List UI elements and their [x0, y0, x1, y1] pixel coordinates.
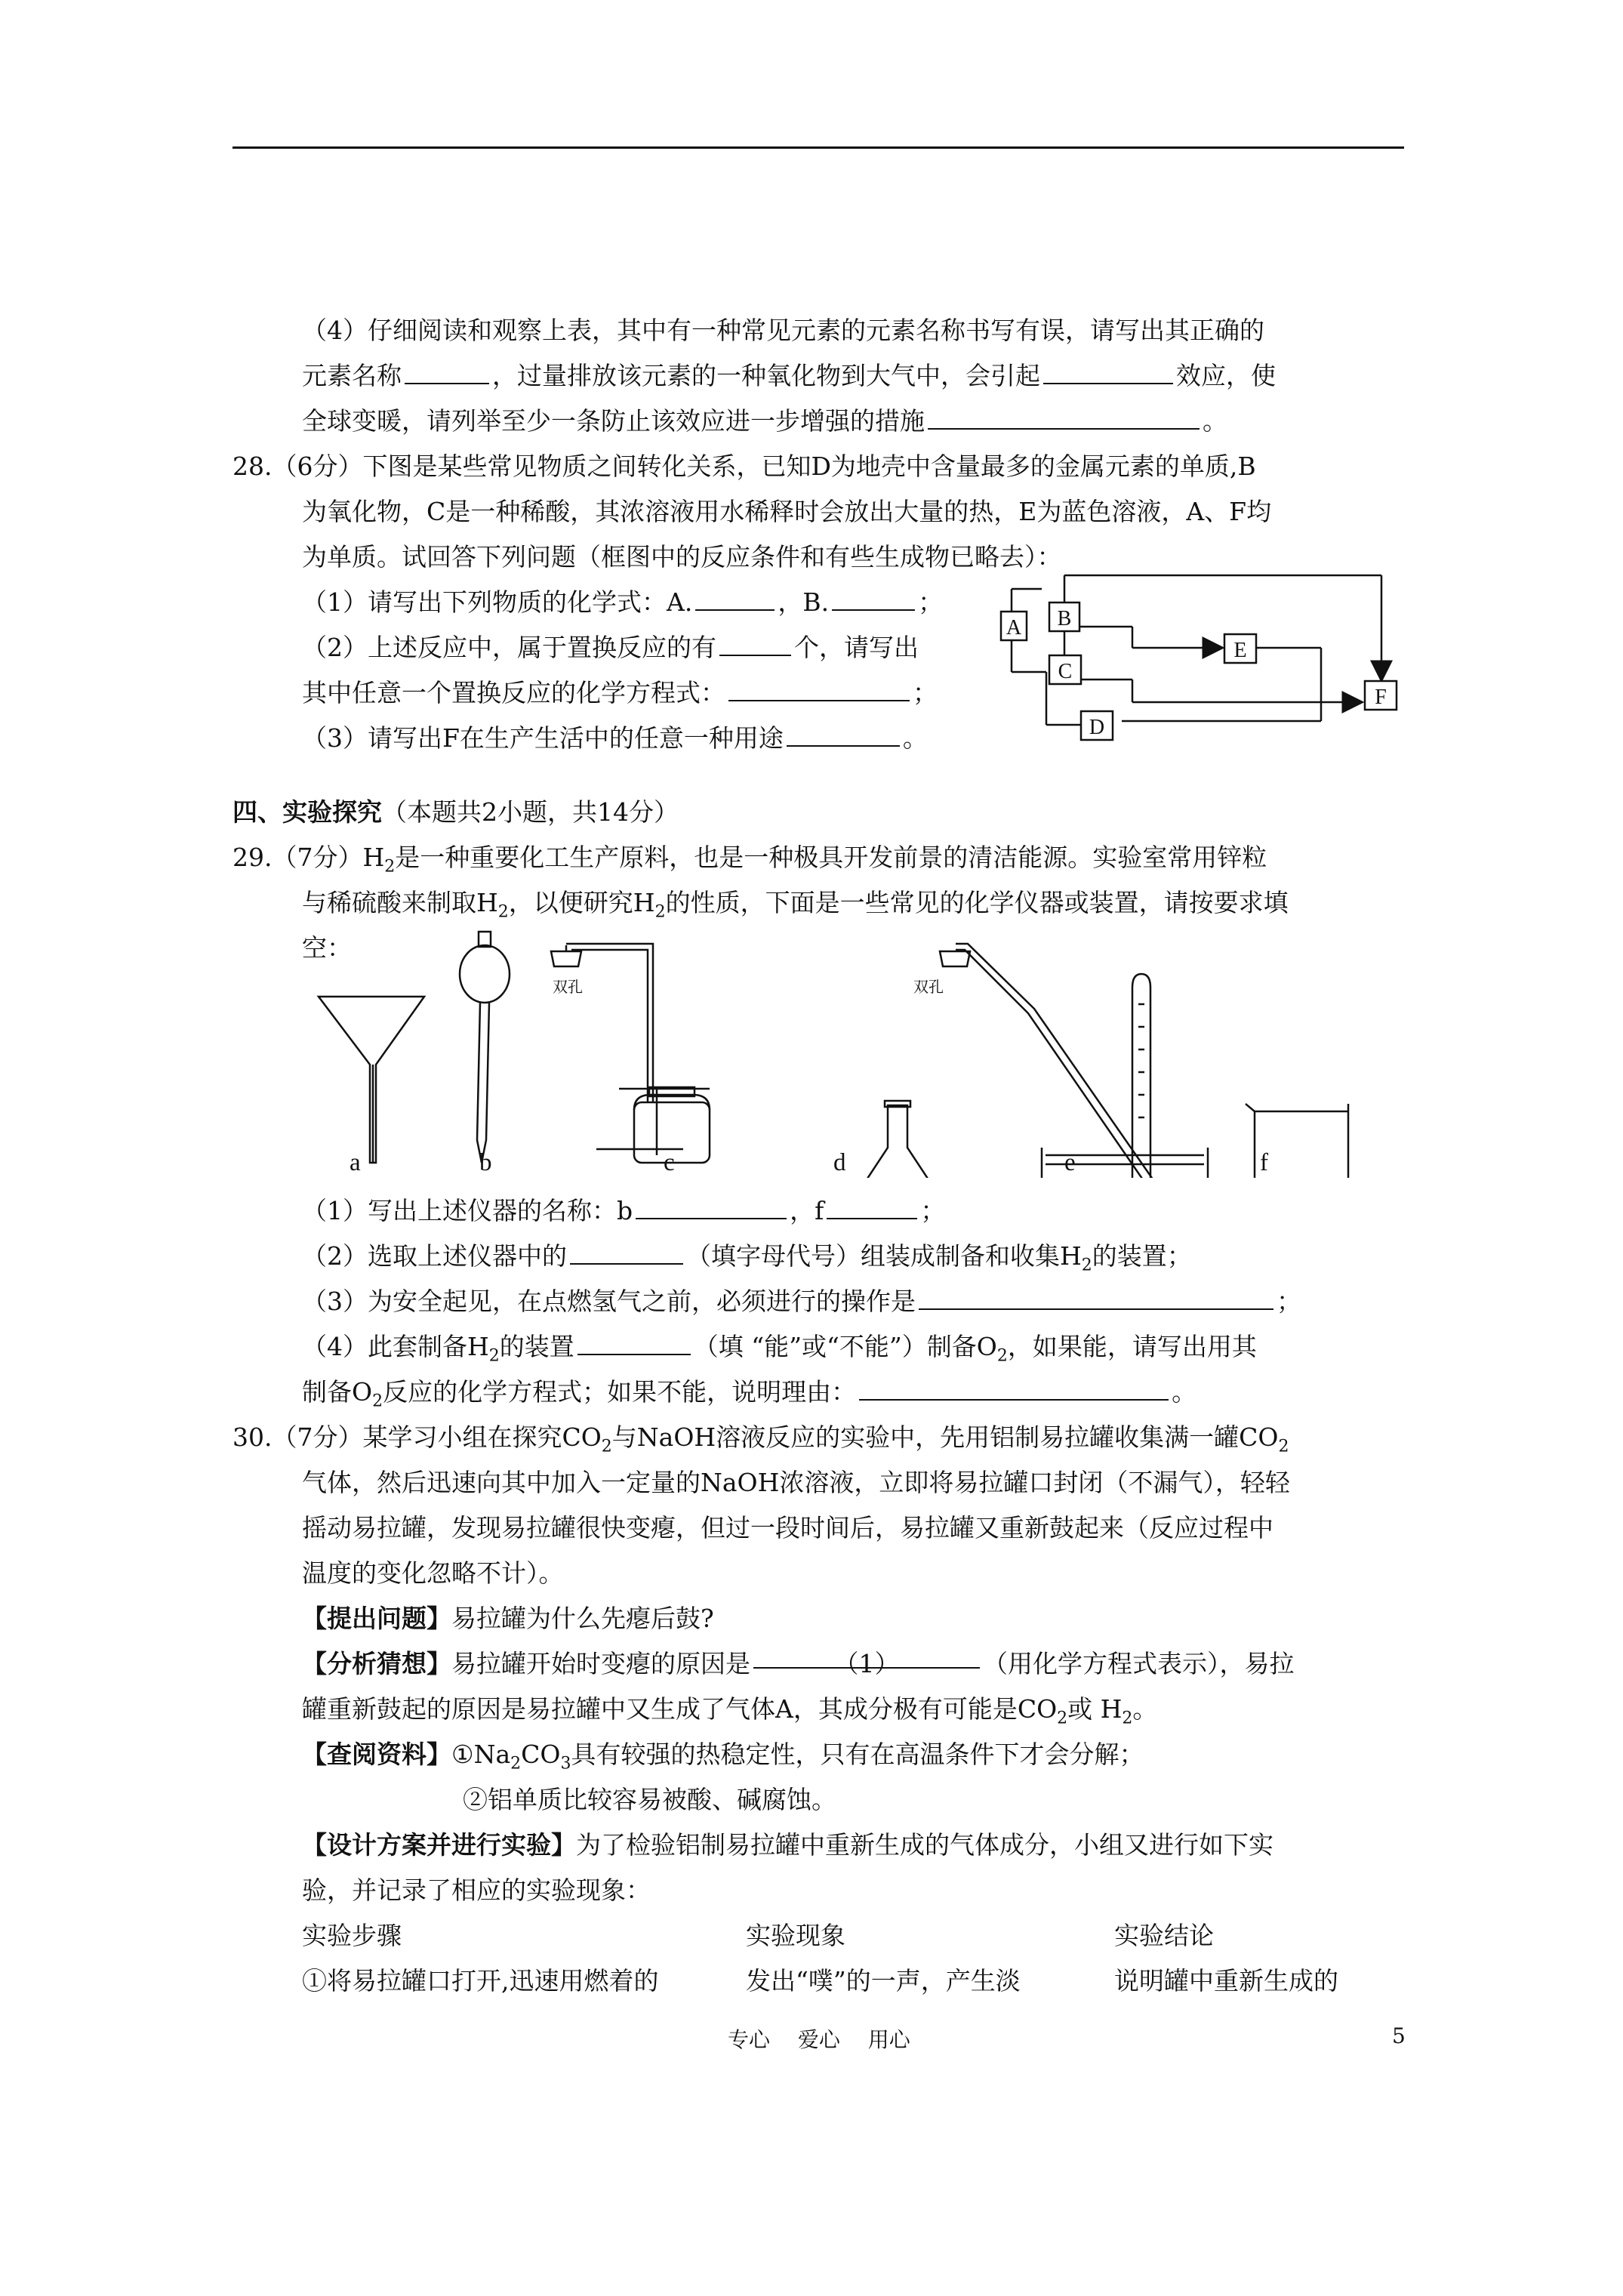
q29-part4-cont: 制备$O_2$反应的化学方程式；如果不能，说明理由： 。 [302, 1377, 1197, 1411]
stopper-label-c: 双孔 [553, 979, 583, 996]
answer-blank[interactable] [728, 677, 910, 701]
q27-part4-line3: 全球变暖，请列举至少一条防止该效应进一步增强的措施 。 [302, 406, 1227, 436]
q29-part1: （1）写出上述仪器的名称：b ，f ； [302, 1196, 946, 1225]
stopper-label-e: 双孔 [913, 979, 944, 996]
q30-line3: 摇动易拉罐，发现易拉罐很快变瘪，但过一段时间后，易拉罐又重新鼓起来（反应过程中 [302, 1513, 1273, 1542]
apparatus-label-a: a [350, 1149, 361, 1176]
answer-blank[interactable] [577, 1331, 691, 1355]
apparatus-label-f: f [1260, 1149, 1268, 1176]
apparatus-label-e: e [1064, 1149, 1076, 1176]
answer-blank[interactable] [919, 1286, 1273, 1310]
q29-line2: 与稀硫酸来制取$H_2$，以便研究$H_2$的性质，下面是一些常见的化学仪器或装置，请按要求填 [302, 888, 1289, 922]
q28-conversion-diagram [996, 566, 1404, 763]
box-e-label: E [1233, 639, 1247, 662]
box-f-label: F [1375, 686, 1387, 709]
answer-blank[interactable] [832, 587, 915, 611]
q28-line3: 为单质。试回答下列问题（框图中的反应条件和有些生成物已略去）： [302, 542, 1062, 572]
q30-design2: 验，并记录了相应的实验现象： [302, 1875, 651, 1905]
q29-part3: （3）为安全起见，在点燃氢气之前，必须进行的操作是 ； [302, 1287, 1301, 1316]
q30-info2: ②铝单质比较容易被酸、碱腐蚀。 [463, 1785, 836, 1814]
table-header-conclusion: 实验结论 [1114, 1921, 1214, 1950]
answer-blank[interactable] [719, 632, 791, 656]
q30-guess: 【分析猜想】易拉罐开始时变瘪的原因是 （1） （用化学方程式表示），易拉 [302, 1644, 1295, 1680]
q30-line4: 温度的变化忽略不计）。 [302, 1558, 564, 1588]
conical-flask-drawing [838, 1101, 957, 1178]
box-a-label: A [1006, 616, 1022, 639]
q28-line2: 为氧化物，C是一种稀酸，其浓溶液用水稀释时会放出大量的热，E为蓝色溶液，A、F均 [302, 497, 1272, 526]
section-heading: 四、实验探究（本题共2小题，共14分） [233, 797, 679, 827]
page-number: 5 [1392, 2023, 1406, 2048]
table-header-step: 实验步骤 [302, 1921, 402, 1950]
apparatus-figure [302, 914, 1389, 1178]
water-trough-drawing [940, 944, 1208, 1178]
q28-part3: （3）请写出F在生产生活中的任意一种用途 。 [302, 723, 928, 753]
header-rule [233, 146, 1404, 149]
answer-blank[interactable] [695, 587, 775, 611]
q28-part1: （1）请写出下列物质的化学式：A. ，B. ； [302, 587, 944, 617]
apparatus-label-d: d [833, 1149, 846, 1176]
table-header-phenomenon: 实验现象 [746, 1921, 845, 1950]
q29-line1: 29.（7分）$H_2$是一种重要化工生产原料，也是一种极具开发前景的清洁能源。实验室常用锌粒 [233, 843, 1267, 877]
q27-part4-line2: 元素名称 ，过量排放该元素的一种氧化物到大气中，会引起 效应，使 [302, 361, 1276, 390]
box-d-label: D [1089, 716, 1105, 739]
answer-blank[interactable] [570, 1240, 683, 1265]
answer-blank[interactable] [928, 405, 1200, 430]
table-row1-conclusion: 说明罐中重新生成的 [1114, 1966, 1338, 1996]
q29-line3: 空： [302, 933, 352, 963]
answer-blank[interactable] [827, 1195, 917, 1219]
table-row1-step: ①将易拉罐口打开,迅速用燃着的 [302, 1966, 659, 1996]
q27-part4-line1: （4）仔细阅读和观察上表，其中有一种常见元素的元素名称书写有误，请写出其正确的 [302, 316, 1264, 345]
thistle-funnel-drawing [460, 932, 510, 1163]
apparatus-label-b: b [479, 1149, 492, 1176]
q30-ask: 【提出问题】易拉罐为什么先瘪后鼓? [302, 1604, 714, 1633]
q30-guess-cont: 罐重新鼓起的原因是易拉罐中又生成了气体A，其成分极有可能是$CO_2$或 $H_2$。 [302, 1694, 1158, 1728]
q28-part2-cont: 其中任意一个置换反应的化学方程式： ； [302, 678, 938, 707]
answer-blank[interactable] [405, 360, 489, 384]
funnel-drawing [319, 997, 424, 1163]
q29-part4: （4）此套制备$H_2$的装置 （填 “能”或“不能”）制备$O_2$，如果能，请写出用其 [302, 1332, 1257, 1366]
gas-bottle-drawing [551, 944, 710, 1163]
answer-blank[interactable]: （1） [753, 1644, 980, 1669]
q30-line2: 气体，然后迅速向其中加入一定量的NaOH浓溶液，立即将易拉罐口封闭（不漏气），轻轻 [302, 1468, 1290, 1497]
answer-blank[interactable] [1043, 360, 1173, 384]
box-c-label: C [1058, 660, 1073, 683]
apparatus-label-c: c [664, 1149, 675, 1176]
q28-part2: （2）上述反应中，属于置换反应的有 个，请写出 [302, 633, 919, 662]
box-b-label: B [1057, 607, 1072, 630]
table-row1-phenomenon: 发出“噗”的一声，产生淡 [746, 1966, 1021, 1996]
answer-blank[interactable] [636, 1195, 787, 1219]
q30-line1: 30.（7分）某学习小组在探究$CO_2$与NaOH溶液反应的实验中，先用铝制易拉罐收集满一罐$CO_2$ [233, 1422, 1289, 1456]
q30-info: 【查阅资料】$①Na_2CO_3$具有较强的热稳定性，只有在高温条件下才会分解； [302, 1740, 1144, 1774]
footer-motto: 专心 爱心 用心 [728, 2027, 910, 2052]
q30-design: 【设计方案并进行实验】为了检验铝制易拉罐中重新生成的气体成分，小组又进行如下实 [302, 1830, 1273, 1860]
q28-line1: 28.（6分）下图是某些常见物质之间转化关系，已知D为地壳中含量最多的金属元素的单质,B [233, 451, 1256, 481]
q29-part2: （2）选取上述仪器中的 （填字母代号）组装成制备和收集$H_2$的装置； [302, 1241, 1192, 1275]
answer-blank[interactable] [859, 1376, 1169, 1401]
answer-blank[interactable] [787, 723, 900, 747]
